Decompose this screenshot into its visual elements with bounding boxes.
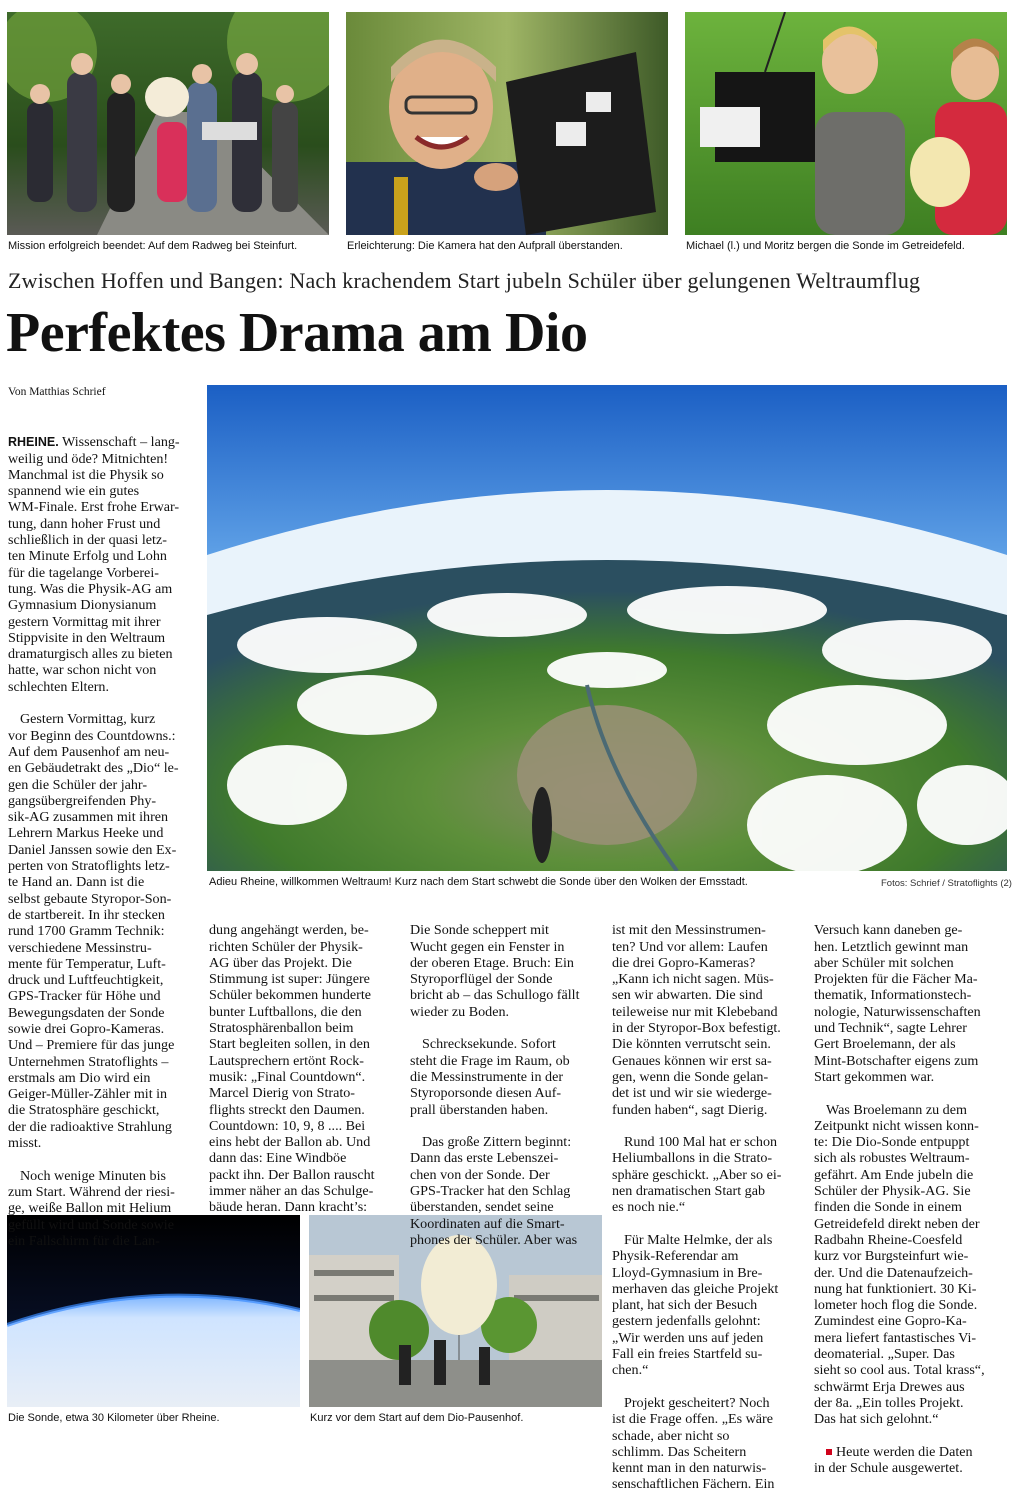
- paragraph: Schrecksekunde. Sofort steht die Frage im Raum, ob die Messinstrumente in der Styroporsonde diesen Auf- prall überstanden haben.: [410, 1036, 570, 1118]
- photo-aerial-rheine: [207, 385, 1007, 871]
- paragraph: [8, 434, 200, 695]
- kicker-subheadline: Zwischen Hoffen und Bangen: Nach krachendem Start jubeln Schüler über gelungenen Weltraumflug: [8, 268, 921, 293]
- paragraph: Was Broelemann zu dem Zeitpunkt nicht wissen konn- te: Die Dio-Sonde entpuppt sich als robustes Weltraum- gefährt. Am Ende jubeln die Schüler der Physik-AG. Sie finden die Sonde in einem Getreidefeld direkt neben der Radbahn Rheine-Coesfeld kurz vor Burgsteinfurt wie- der. Und die Datenaufzeich- nung hat funktioniert. 30 Ki- lometer hoch flog die Sonde. Zumindest eine Gopro-Ka- mera liefert fantastisches Vi- deomaterial. „Super. Das sieht so cool aus. Total krass“, schwärmt Erja Drewes aus der 8a. „Ein tolles Projekt. Das hat sich gelohnt.“: [814, 1101, 985, 1428]
- main-photo-caption: Adieu Rheine, willkommen Weltraum! Kurz nach dem Start schwebt die Sonde über den Wolken der Emsstadt.: [209, 876, 748, 888]
- paragraph: Für Malte Helmke, der als Physik-Referendar am Lloyd-Gymnasium in Bre- merhaven das gleiche Projekt plant, hat sich der Besuch gestern jedenfalls gelohnt: „Wir werden uns auf jeden Fall ein freies Startfeld su- chen.“: [612, 1231, 779, 1379]
- photo-students-on-bike-path: [7, 12, 329, 235]
- dateline: RHEINE.: [8, 435, 59, 450]
- photo-credit: Fotos: Schrief / Stratoflights (2): [881, 878, 1012, 889]
- byline: Von Matthias Schrief: [8, 386, 106, 398]
- paragraph: Versuch kann daneben ge- hen. Letztlich gewinnt man aber Schüler mit solchen Projekten für die Fächer Ma- thematik, Informationstech- nologie, Naturwissenschaften und Technik“, sagte Lehrer Gert Broelemann, der als Mint-Botschafter eigens zum Start gekommen war.: [814, 922, 981, 1085]
- article-column-3: [410, 906, 603, 1265]
- paragraph: dung angehängt werden, be- richten Schüler der Physik- AG über das Projekt. Die Stimmung ist super: Jüngere Schüler bekommen hunderte bunter Luftballons, die den Stratosphärenballon beim Start begleiten sollen, in den Lautsprechern ertönt Rock- musik: „Final Countdown“. Marcel Dierig von Strato- flights streckt den Daumen. Countdown: 10, 9, 8 .... Bei eins hebt der Ballon ab. Und dann das: Eine Windböe packt ihn. Der Ballon rauscht immer näher an das Schulge- bäude heran. Dann kracht’s:: [209, 922, 375, 1216]
- photo-caption: Die Sonde, etwa 30 Kilometer über Rheine.: [8, 1412, 220, 1424]
- paragraph: Die Sonde scheppert mit Wucht gegen ein Fenster in der oberen Etage. Bruch: Ein Styroporflügel der Sonde bricht ab – das Schullogo fällt wieder zu Boden.: [410, 922, 580, 1020]
- photo-caption: Kurz vor dem Start auf dem Dio-Pausenhof.: [310, 1412, 524, 1424]
- aerial-photo-graphic: [207, 385, 1007, 871]
- paragraph: Noch wenige Minuten bis zum Start. Während der riesi- ge, weiße Ballon mit Helium gefüllt wird und Sonde sowie ein Fallschirm für die Lan-: [8, 1167, 175, 1249]
- paragraph-text: Wissenschaft – lang- weilig und öde? Mitnichten! Manchmal ist die Physik so spannend wie ein gutes WM-Finale. Erst frohe Erwar- tung, dann hoher Frust und schließlich in der quasi letz- ten Minute Erfolg und Lohn für die tagelange Vorberei- tung. Was die Physik-AG am Gymnasium Dionysianum gestern Vormittag mit ihrer Stippvisite in den Weltraum dramaturgisch alles zu bieten hatte, war schon nicht von schlechten Eltern.: [8, 434, 180, 695]
- photo-students-graphic: [7, 12, 329, 235]
- photo-teacher-with-camera: [346, 12, 668, 235]
- paragraph: Rund 100 Mal hat er schon Heliumballons in die Strato- sphäre geschickt. „Aber so ei- nen dramatischen Start gab es noch nie.“: [612, 1134, 782, 1216]
- article-column-2: [209, 906, 401, 1232]
- photo-teacher-graphic: [346, 12, 668, 235]
- paragraph: Projekt gescheitert? Noch ist die Frage offen. „Es wäre schade, aber nicht so schlimm. Das Scheitern kennt man in den naturwis- senschaftlichen Fächern. Ein: [612, 1394, 775, 1493]
- photo-boys-in-field: [685, 12, 1007, 235]
- article-column-5: [814, 906, 1007, 1493]
- headline: Perfektes Drama am Dio: [6, 302, 588, 364]
- paragraph: [814, 1444, 1007, 1477]
- photo-caption: Mission erfolgreich beendet: Auf dem Radweg bei Steinfurt.: [8, 240, 298, 252]
- photo-boys-graphic: [685, 12, 1007, 235]
- end-mark-icon: [826, 1449, 832, 1455]
- article-column-4: [612, 906, 805, 1509]
- paragraph: ist mit den Messinstrumen- ten? Und vor allem: Laufen die drei Gopro-Kameras? „Kann ich nicht sagen. Müs- sen wir abwarten. Die sind teileweise nur mit Klebeband in der Styropor-Box befestigt. Die könnten verrutscht sein. Genaues können wir erst sa- gen, wenn die Sonde gelan- det ist und wir sie wiederge- funden haben“, sagt Dierig.: [612, 922, 781, 1118]
- article-column-1: [8, 418, 200, 1265]
- paragraph: Das große Zittern beginnt: Dann das erste Lebenszei- chen von der Sonde. Der GPS-Tracker hat den Schlag überstanden, sendet seine Koordinaten auf die Smart- phones der Schüler. Aber was: [410, 1134, 578, 1248]
- photo-caption: Erleichterung: Die Kamera hat den Aufprall überstanden.: [347, 240, 623, 252]
- paragraph-text: Heute werden die Daten in der Schule ausgewertet.: [814, 1443, 973, 1477]
- paragraph: Gestern Vormittag, kurz vor Beginn des Countdowns.: Auf dem Pausenhof am neu- en Gebäudetrakt des „Dio“ le- gen die Schüler der jahr- gangsübergreifenden Phy- sik-AG zusammen mit ihren Lehrern Markus Heeke und Daniel Janssen sowie den Ex- perten von Stratoflights letz- te Hand an. Dann ist die selbst gebaute Styropor-Son- de startbereit. In ihr stecken rund 1700 Gramm Technik: verschiedene Messinstru- mente für Temperatur, Luft- druck und Luftfeuchtigkeit, GPS-Tracker für Höhe und Bewegungsdaten der Sonde sowie drei Gopro-Kameras. Und – Premiere für das junge Unternehmen Stratoflights – erstmals am Dio wird ein Geiger-Müller-Zähler mit in die Stratosphäre geschickt, der die radioaktive Strahlung misst.: [8, 711, 179, 1152]
- photo-caption: Michael (l.) und Moritz bergen die Sonde im Getreidefeld.: [686, 240, 965, 252]
